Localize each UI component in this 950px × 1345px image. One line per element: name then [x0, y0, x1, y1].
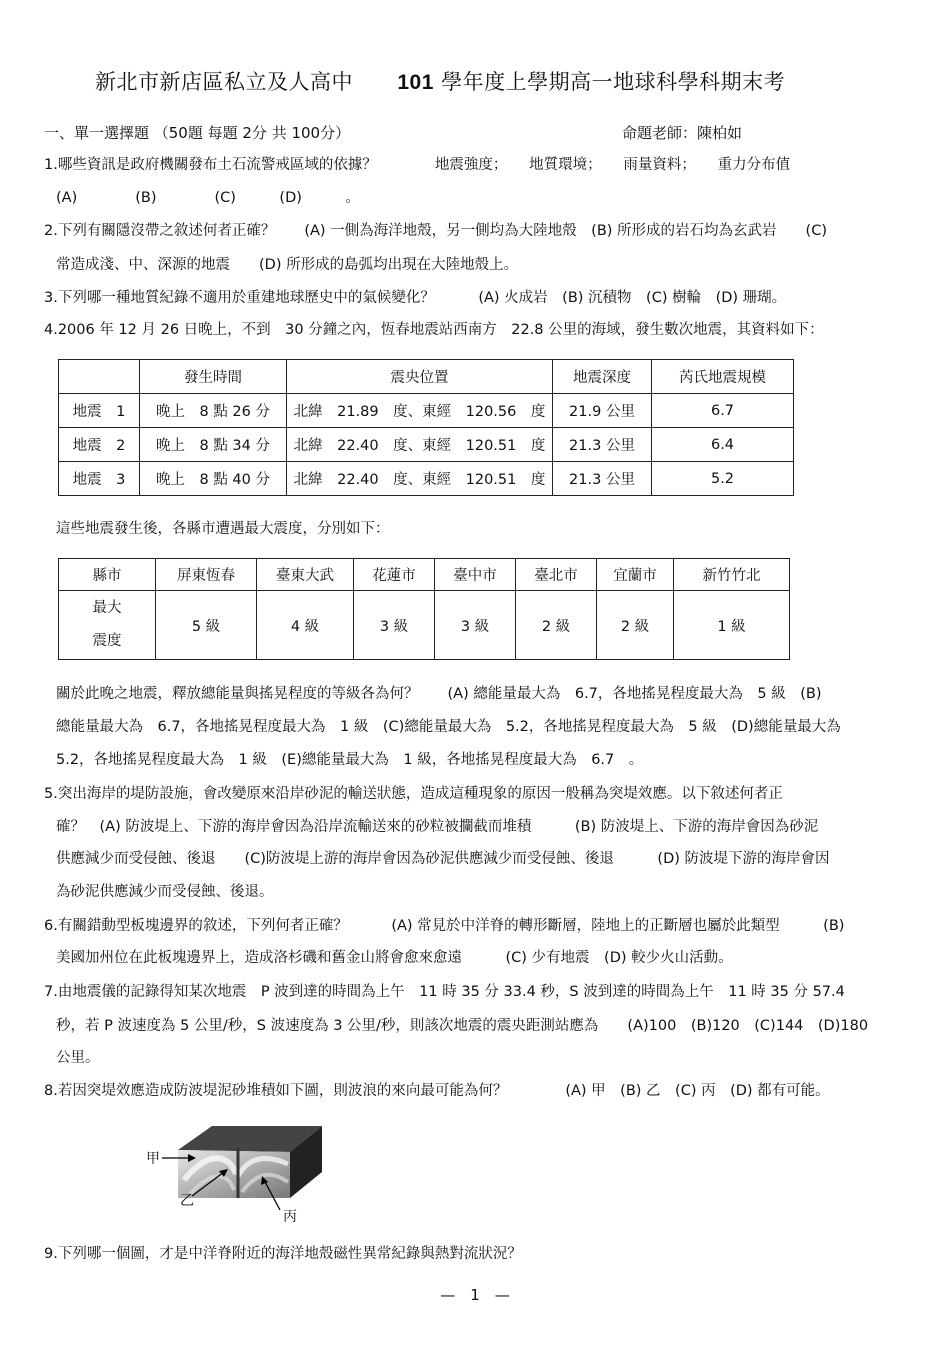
table-header-cell: 屏東恆春: [156, 559, 257, 591]
q4-line3: 5.2，各地搖晃程度最大為 1 級 (E)總能量最大為 1 級，各地搖晃程度最大為 6.7 。: [56, 752, 644, 768]
table-header-cell: 宜蘭市: [597, 559, 674, 591]
table-cell: 21.3 公里: [553, 462, 652, 496]
table-cell: 地震 1: [59, 394, 140, 428]
table-cell: 5 級: [156, 591, 257, 660]
label-bing: 丙: [283, 1209, 297, 1225]
table-cell: 北緯 22.40 度、東經 120.51 度: [287, 462, 553, 496]
table-header-cell: [59, 360, 140, 394]
table-cell: 1 級: [674, 591, 790, 660]
q1-line1: 1.哪些資訊是政府機關發布土石流警戒區域的依據？ 地震強度； 地質環境； 雨量資料； 重力分布值: [44, 157, 791, 173]
q4-line1: 關於此晚之地震，釋放總能量與搖晃程度的等級各為何？ (A) 總能量最大為 6.7，各地搖晃程度最大為 5 級 (B): [56, 686, 822, 702]
page-number: — 1 —: [440, 1286, 510, 1304]
teacher-name: 命題老師：陳柏如: [622, 124, 743, 142]
q4-mid: 這些地震發生後，各縣市遭遇最大震度，分別如下：: [56, 521, 390, 537]
table-cell: 21.3 公里: [553, 428, 652, 462]
q1-line2: (A) (B) (C) (D) 。: [56, 190, 360, 206]
q4-intro: 4.2006 年 12 月 26 日晚上，不到 30 分鐘之內，恆春地震站西南方 22.8 公里的海域，發生數次地震，其資料如下：: [44, 322, 824, 338]
table-row: [59, 428, 794, 462]
exam-title: [95, 66, 785, 96]
table-header-row: [59, 360, 794, 394]
table-cell: 北緯 21.89 度、東經 120.56 度: [287, 394, 553, 428]
intensity-table: [58, 558, 790, 660]
table-cell: 晚上 8 點 40 分: [140, 462, 287, 496]
earthquake-data-table: [58, 359, 794, 496]
q4-line2: 總能量最大為 6.7，各地搖晃程度最大為 1 級 (C)總能量最大為 5.2，各地搖晃程度最大為 5 級 (D)總能量最大為: [56, 719, 841, 735]
table-cell: 北緯 22.40 度、東經 120.51 度: [287, 428, 553, 462]
q7-line1: 7.由地震儀的記錄得知某次地震 P 波到達的時間為上午 11 時 35 分 33.4 秒，S 波到達的時間為上午 11 時 35 分 57.4: [44, 984, 845, 1000]
q9-text: 9.下列哪一個圖，才是中洋脊附近的海洋地殼磁性異常紀錄與熱對流狀況？: [44, 1246, 522, 1262]
table-cell: 地震 2: [59, 428, 140, 462]
table-header-cell: 新竹竹北: [674, 559, 790, 591]
q5-line1: 5.突出海岸的堤防設施，會改變原來沿岸砂泥的輸送狀態，造成這種現象的原因一般稱為突堤效應。以下敘述何者正: [44, 786, 783, 802]
table-row-label: [59, 591, 156, 660]
table-cell: 21.9 公里: [553, 394, 652, 428]
table-cell: 6.7: [652, 394, 794, 428]
table-header-cell: 芮氏地震規模: [652, 360, 794, 394]
q7-line3: 公里。: [56, 1050, 100, 1066]
q5-line2: 確？ (A) 防波堤上、下游的海岸會因為沿岸流輸送來的砂粒被攔截而堆積 (B) 防波堤上、下游的海岸會因為砂泥: [56, 819, 819, 835]
q5-line4: 為砂泥供應減少而受侵蝕、後退。: [56, 884, 274, 900]
table-header-row: [59, 559, 790, 591]
q5-line3: 供應減少而受侵蝕、後退 (C)防波堤上游的海岸會因為砂泥供應減少而受侵蝕、後退 (D) 防波堤下游的海岸會因: [56, 851, 830, 867]
school-name: 新北市新店區私立及人高中: [95, 70, 353, 94]
table-cell: 3 級: [354, 591, 435, 660]
table-header-cell: 臺北市: [516, 559, 597, 591]
q8-text: 8.若因突堤效應造成防波堤泥砂堆積如下圖，則波浪的來向最可能為何？ (A) 甲 (B) 乙 (C) 丙 (D) 都有可能。: [44, 1083, 830, 1099]
exam-year: 101: [397, 71, 434, 94]
table-cell: 晚上 8 點 34 分: [140, 428, 287, 462]
q6-line2: 美國加州位在此板塊邊界上，造成洛杉磯和舊金山將會愈來愈遠 (C) 少有地震 (D) 較少火山活動。: [56, 950, 733, 966]
table-cell: 晚上 8 點 26 分: [140, 394, 287, 428]
table-cell: 4 級: [257, 591, 354, 660]
table-header-cell: 地震深度: [553, 360, 652, 394]
row-label-line1: 最大: [92, 600, 122, 616]
table-header-cell: 臺中市: [435, 559, 516, 591]
table-cell: 2 級: [516, 591, 597, 660]
jetty-sediment-illustration: [140, 1118, 330, 1230]
q2-line1: 2.下列有關隱沒帶之敘述何者正確？ (A) 一側為海洋地殼，另一側均為大陸地殼 (B) 所形成的岩石均為玄武岩 (C): [44, 223, 827, 239]
table-cell: 2 級: [597, 591, 674, 660]
table-header-cell: 發生時間: [140, 360, 287, 394]
table-cell: 3 級: [435, 591, 516, 660]
row-label-line2: 震度: [92, 633, 122, 649]
table-header-cell: 縣市: [59, 559, 156, 591]
label-jia: 甲: [146, 1151, 160, 1167]
q2-line2: 常造成淺、中、深源的地震 (D) 所形成的島弧均出現在大陸地殼上。: [56, 257, 519, 273]
q3-text: 3.下列哪一種地質紀錄不適用於重建地球歷史中的氣候變化？ (A) 火成岩 (B) 沉積物 (C) 樹輪 (D) 珊瑚。: [44, 290, 787, 306]
jetty-sediment-diagram: [140, 1118, 330, 1230]
table-cell: 5.2: [652, 462, 794, 496]
table-row: [59, 462, 794, 496]
table-row: [59, 591, 790, 660]
exam-title-text: 學年度上學期高一地球科學科期末考: [441, 70, 786, 94]
table-row: [59, 394, 794, 428]
section-heading: 一、單一選擇題 （50題 每題 2分 共 100分）: [44, 124, 351, 142]
q6-line1: 6.有關錯動型板塊邊界的敘述，下列何者正確？ (A) 常見於中洋脊的轉形斷層，陸地上的正斷層也屬於此類型 (B): [44, 918, 845, 934]
table-header-cell: 臺東大武: [257, 559, 354, 591]
table-header-cell: 花蓮市: [354, 559, 435, 591]
table-header-cell: 震央位置: [287, 360, 553, 394]
label-yi: 乙: [180, 1193, 194, 1209]
q7-line2: 秒，若 P 波速度為 5 公里/秒，S 波速度為 3 公里/秒，則該次地震的震央距測站應為 (A)100 (B)120 (C)144 (D)180: [56, 1018, 869, 1034]
table-cell: 6.4: [652, 428, 794, 462]
table-cell: 地震 3: [59, 462, 140, 496]
